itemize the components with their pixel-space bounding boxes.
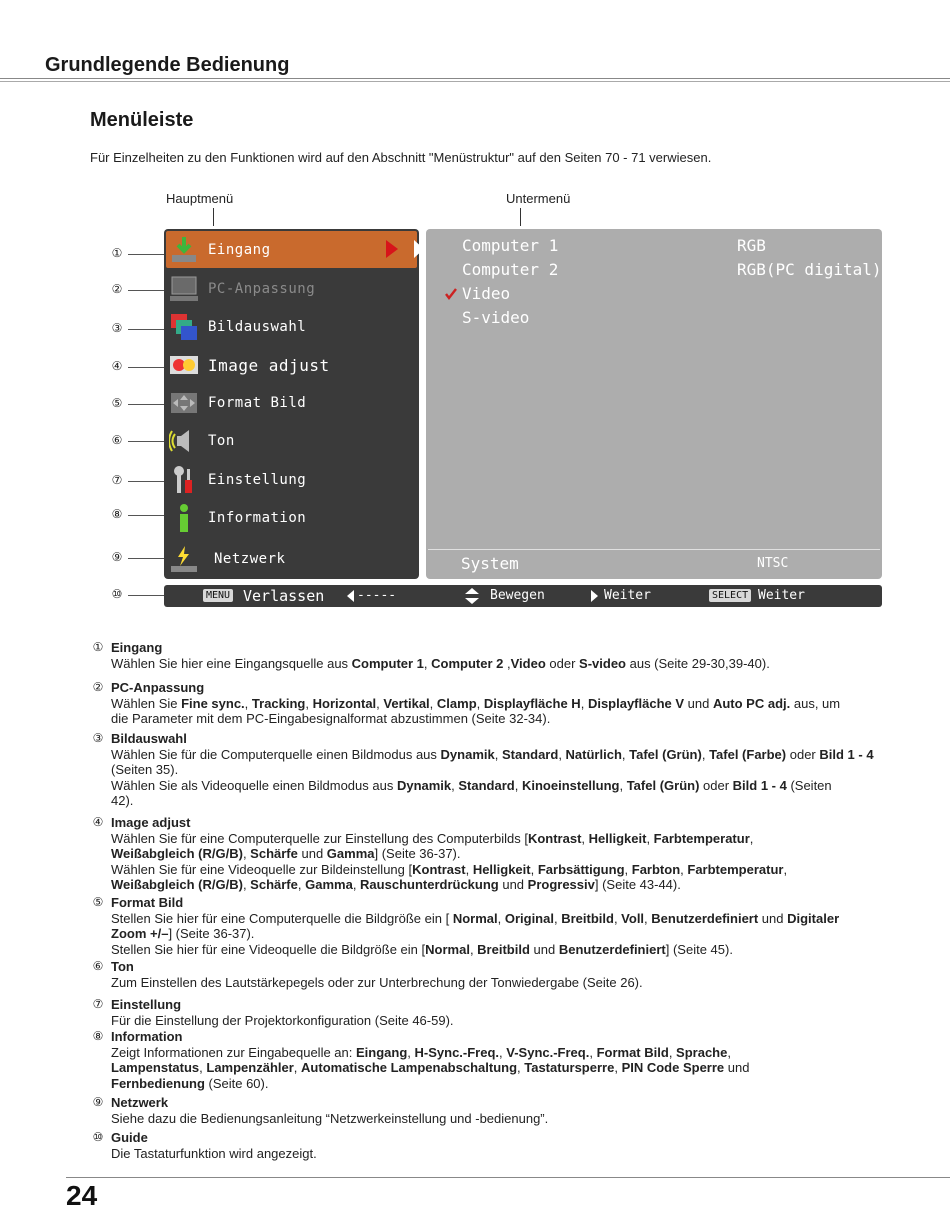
description-item [90, 959, 870, 990]
picture-select-icon [169, 312, 199, 342]
arrow-right-icon [591, 590, 598, 602]
arrow-left-icon [347, 590, 354, 602]
menu-item-ton[interactable] [166, 422, 417, 460]
system-label: System [461, 554, 519, 573]
menu-item-pc-anpassung[interactable] [166, 270, 417, 308]
bold-term: Format Bild [596, 1044, 669, 1060]
bold-term: Lampenstatus [111, 1060, 200, 1075]
callout-1: ① [111, 246, 123, 260]
bold-term: Displayfläche H [483, 695, 581, 711]
description-body: Wählen Sie hier eine Eingangsquelle aus Computer 1, Computer 2 ,Video oder S-video aus (Seite 29-30,39-40). [111, 655, 770, 671]
bold-term: Automatische Lampenabschaltung [301, 1060, 518, 1075]
bold-term: Fernbedienung [111, 1075, 205, 1091]
bold-term: Weißabgleich (R/G/B) [111, 846, 243, 861]
bold-term: Standard [458, 777, 515, 793]
submenu-option-computer-1[interactable]: Computer 1 [462, 236, 559, 255]
description-number: ⑨ [92, 1095, 104, 1109]
caption-main-menu: Hauptmenü [166, 191, 234, 206]
bold-term: Displayfläche V [587, 695, 685, 711]
submenu-panel [426, 229, 882, 579]
bold-term: S-video [579, 655, 626, 671]
menu-item-image-adjust[interactable] [166, 346, 417, 384]
description-item [90, 731, 874, 809]
description-title: Bildauswahl [111, 731, 187, 746]
description-body: Wählen Sie für eine Videoquelle zur Bildeinstellung [Kontrast, Helligkeit, Farbsättigung, Farbton, Farbtemperatur, Weißabgleich (R/G/B), Schärfe, Gamma, Rauschunterdrückung und Progressiv] (Seite 43-44). [111, 861, 788, 892]
footer-rule [66, 1177, 950, 1178]
bold-term: Tafel (Grün) [629, 746, 702, 762]
description-title: Image adjust [111, 815, 191, 830]
screen-size-icon [169, 388, 199, 418]
bold-term: Fine sync. [181, 695, 245, 711]
bold-term: Voll [621, 910, 645, 926]
description-number: ⑦ [92, 997, 104, 1011]
description-title: Guide [111, 1130, 148, 1145]
bold-term: Original [504, 910, 554, 926]
bold-term: H-Sync.-Freq. [414, 1044, 500, 1060]
leader-line [128, 558, 166, 559]
bold-term: Benutzerdefiniert [558, 941, 666, 957]
menu-item-label: Bildauswahl [208, 319, 307, 335]
description-title: Einstellung [111, 997, 182, 1012]
intro-text: Für Einzelheiten zu den Funktionen wird auf den Abschnitt "Menüstruktur" auf den Seiten 70 - 71 verwiesen. [90, 150, 712, 165]
info-icon [169, 503, 199, 533]
callout-4: ④ [111, 359, 123, 373]
bold-term: Benutzerdefiniert [651, 910, 759, 926]
description-title: PC-Anpassung [111, 680, 205, 695]
menu-item-label: Netzwerk [214, 551, 286, 567]
description-body: Wählen Sie für die Computerquelle einen Bildmodus aus Dynamik, Standard, Natürlich, Tafel (Grün), Tafel (Farbe) oder Bild 1 - 4 (Seiten 35). [111, 746, 874, 777]
network-icon [169, 544, 199, 574]
description-item [90, 640, 870, 671]
submenu-option-video[interactable]: Video [462, 284, 511, 303]
menu-item-eingang[interactable] [166, 231, 417, 269]
bold-term: Farbtemperatur [687, 861, 784, 877]
bold-term: Eingang [356, 1044, 408, 1060]
description-number: ① [92, 640, 104, 654]
callout-5: ⑤ [111, 396, 123, 410]
leader-line [128, 481, 166, 482]
menu-item-label: Information [208, 510, 307, 526]
description-body: Wählen Sie Fine sync., Tracking, Horizontal, Vertikal, Clamp, Displayfläche H, Displayfläche V und Auto PC adj. aus, um die Parameter mit dem PC-Eingabesignalformat abzustimmen (Seite 32-34). [111, 695, 841, 726]
bold-term: Gamma [326, 846, 375, 861]
description-item [90, 997, 870, 1028]
bold-term: Tastatursperre [524, 1060, 615, 1075]
description-body: Zeigt Informationen zur Eingabequelle an: Eingang, H-Sync.-Freq., V-Sync.-Freq., Format Bild, Sprache, Lampenstatus, Lampenzähler, Automatische Lampenabschaltung, Tastatursperre, PIN Code Sperre und Fernbedienung (Seite 60). [111, 1044, 750, 1091]
guide-dashes: ----- [357, 588, 397, 603]
description-number: ④ [92, 815, 104, 829]
menu-item-label: Format Bild [208, 395, 307, 411]
bold-term: Breitbild [477, 941, 530, 957]
bold-term: Normal [452, 910, 498, 926]
description-item [90, 1095, 870, 1126]
leader-line [128, 254, 166, 255]
header-rule [0, 81, 950, 82]
bold-term: Progressiv [527, 877, 595, 892]
menu-item-format-bild[interactable] [166, 384, 417, 422]
bold-term: Clamp [436, 695, 477, 711]
submenu-option-value: RGB(PC digital) [737, 260, 882, 279]
check-icon [444, 287, 458, 306]
bold-term: Natürlich [565, 746, 622, 762]
menu-item-label: Ton [208, 433, 235, 449]
caption-line [213, 208, 214, 226]
system-value: NTSC [757, 556, 789, 571]
tools-icon [169, 465, 199, 495]
bold-term: Sprache [676, 1044, 728, 1060]
bold-term: Normal [425, 941, 470, 957]
menu-item-label: Eingang [208, 242, 271, 258]
bold-term: Tafel (Farbe) [709, 746, 787, 762]
bold-term: Gamma [305, 877, 353, 892]
description-title: Ton [111, 959, 134, 974]
description-number: ⑥ [92, 959, 104, 973]
description-body: Für die Einstellung der Projektorkonfiguration (Seite 46-59). [111, 1012, 454, 1028]
description-body: Stellen Sie hier für eine Computerquelle die Bildgröße ein [ Normal, Original, Breitbild, Voll, Benutzerdefiniert und Digitaler Zoom +/–] (Seite 36-37). [111, 910, 840, 941]
menu-item-label: Einstellung [208, 472, 307, 488]
description-body: Wählen Sie als Videoquelle einen Bildmodus aus Dynamik, Standard, Kinoeinstellung, Tafel (Grün) oder Bild 1 - 4 (Seiten 42). [111, 777, 832, 808]
guide-move-label: Bewegen [490, 588, 545, 603]
bold-term: Weißabgleich (R/G/B) [111, 877, 243, 892]
leader-line [128, 441, 166, 442]
bold-term: Rauschunterdrückung [360, 877, 499, 892]
caption-sub-menu: Untermenü [506, 191, 571, 206]
bold-term: Dynamik [396, 777, 452, 793]
submenu-pointer [414, 240, 424, 258]
menu-key-badge: MENU [203, 589, 233, 602]
callout-8: ⑧ [111, 507, 123, 521]
description-body: Stellen Sie hier für eine Videoquelle die Bildgröße ein [Normal, Breitbild und Benutzerdefiniert] (Seite 45). [111, 941, 733, 957]
bold-term: PIN Code Sperre [621, 1060, 725, 1075]
menu-item-information[interactable] [166, 499, 417, 537]
select-key-badge: SELECT [709, 589, 751, 602]
submenu-option-computer-2[interactable]: Computer 2 [462, 260, 559, 279]
description-number: ⑤ [92, 895, 104, 909]
description-item [90, 815, 870, 893]
menu-item-netzwerk[interactable] [166, 540, 417, 578]
bold-term: Standard [501, 746, 559, 762]
description-number: ⑧ [92, 1029, 104, 1043]
callout-10: ⑩ [111, 587, 123, 601]
guide-select-next-label: Weiter [758, 588, 805, 603]
chapter-title: Grundlegende Bedienung [45, 54, 290, 76]
submenu-divider [428, 549, 880, 550]
description-body: Siehe dazu die Bedienungsanleitung “Netzwerkeinstellung und -bedienung”. [111, 1110, 549, 1126]
callout-3: ③ [111, 321, 123, 335]
speaker-icon [169, 426, 199, 456]
submenu-option-value: RGB [737, 236, 766, 255]
description-number: ③ [92, 731, 104, 745]
callout-2: ② [111, 282, 123, 296]
description-title: Format Bild [111, 895, 184, 910]
bold-term: Bild 1 - 4 [819, 746, 874, 762]
menu-item-einstellung[interactable] [166, 461, 417, 499]
bold-term: Dynamik [440, 746, 495, 762]
callout-9: ⑨ [111, 550, 123, 564]
bold-term: Digitaler Zoom +/– [111, 910, 840, 941]
menu-item-label: Image adjust [208, 355, 330, 375]
chevron-right-icon [386, 240, 398, 258]
description-item [90, 895, 870, 957]
bold-term: Farbton [631, 861, 681, 877]
guide-exit-label: Verlassen [243, 587, 325, 605]
bold-term: Tafel (Grün) [626, 777, 700, 793]
bold-term: V-Sync.-Freq. [506, 1044, 590, 1060]
leader-line [128, 515, 166, 516]
bold-term: Bild 1 - 4 [732, 777, 787, 793]
description-item [90, 680, 870, 727]
description-body: Wählen Sie für eine Computerquelle zur Einstellung des Computerbilds [Kontrast, Helligkeit, Farbtemperatur, Weißabgleich (R/G/B), Schärfe und Gamma] (Seite 36-37). [111, 830, 754, 861]
menu-item-label: PC-Anpassung [208, 281, 316, 297]
submenu-option-s-video[interactable]: S-video [462, 308, 530, 327]
description-title: Netzwerk [111, 1095, 169, 1110]
input-icon [169, 235, 199, 265]
image-adjust-icon [169, 350, 199, 380]
bold-term: Horizontal [312, 695, 377, 711]
menu-item-bildauswahl[interactable] [166, 308, 417, 346]
caption-line [520, 208, 521, 226]
leader-line [128, 290, 166, 291]
description-title: Eingang [111, 640, 163, 655]
leader-line [128, 367, 166, 368]
leader-line [128, 404, 166, 405]
description-item [90, 1130, 870, 1161]
bold-term: Lampenzähler [206, 1060, 294, 1075]
header-rule [0, 78, 950, 79]
bold-term: Computer 2 [431, 655, 504, 671]
bold-term: Tracking [251, 695, 306, 711]
description-body: Die Tastaturfunktion wird angezeigt. [111, 1145, 317, 1161]
bold-term: Farbtemperatur [653, 830, 750, 846]
guide-next-label: Weiter [604, 588, 651, 603]
description-item [90, 1029, 870, 1091]
bold-term: Farbsättigung [537, 861, 625, 877]
description-number: ⑩ [92, 1130, 104, 1144]
bold-term: Kinoeinstellung [521, 777, 620, 793]
callout-6: ⑥ [111, 433, 123, 447]
bold-term: Helligkeit [588, 830, 647, 846]
description-number: ② [92, 680, 104, 694]
bold-term: Kontrast [527, 830, 582, 846]
leader-line [128, 595, 166, 596]
bold-term: Kontrast [412, 861, 466, 877]
bold-term: Video [510, 655, 546, 671]
callout-7: ⑦ [111, 473, 123, 487]
bold-term: Computer 1 [351, 655, 424, 671]
section-title: Menüleiste [90, 109, 194, 131]
arrow-up-down-icon [465, 588, 479, 609]
bold-term: Schärfe [250, 846, 298, 861]
bold-term: Schärfe [250, 877, 298, 892]
bold-term: Breitbild [561, 910, 614, 926]
bold-term: Auto PC adj. [712, 695, 791, 711]
monitor-icon [169, 274, 199, 304]
description-body: Zum Einstellen des Lautstärkepegels oder zur Unterbrechung der Tonwiedergabe (Seite 26). [111, 974, 643, 990]
bold-term: Helligkeit [472, 861, 531, 877]
leader-line [128, 329, 166, 330]
page-number: 24 [66, 1180, 98, 1211]
bold-term: Vertikal [383, 695, 430, 711]
description-title: Information [111, 1029, 183, 1044]
